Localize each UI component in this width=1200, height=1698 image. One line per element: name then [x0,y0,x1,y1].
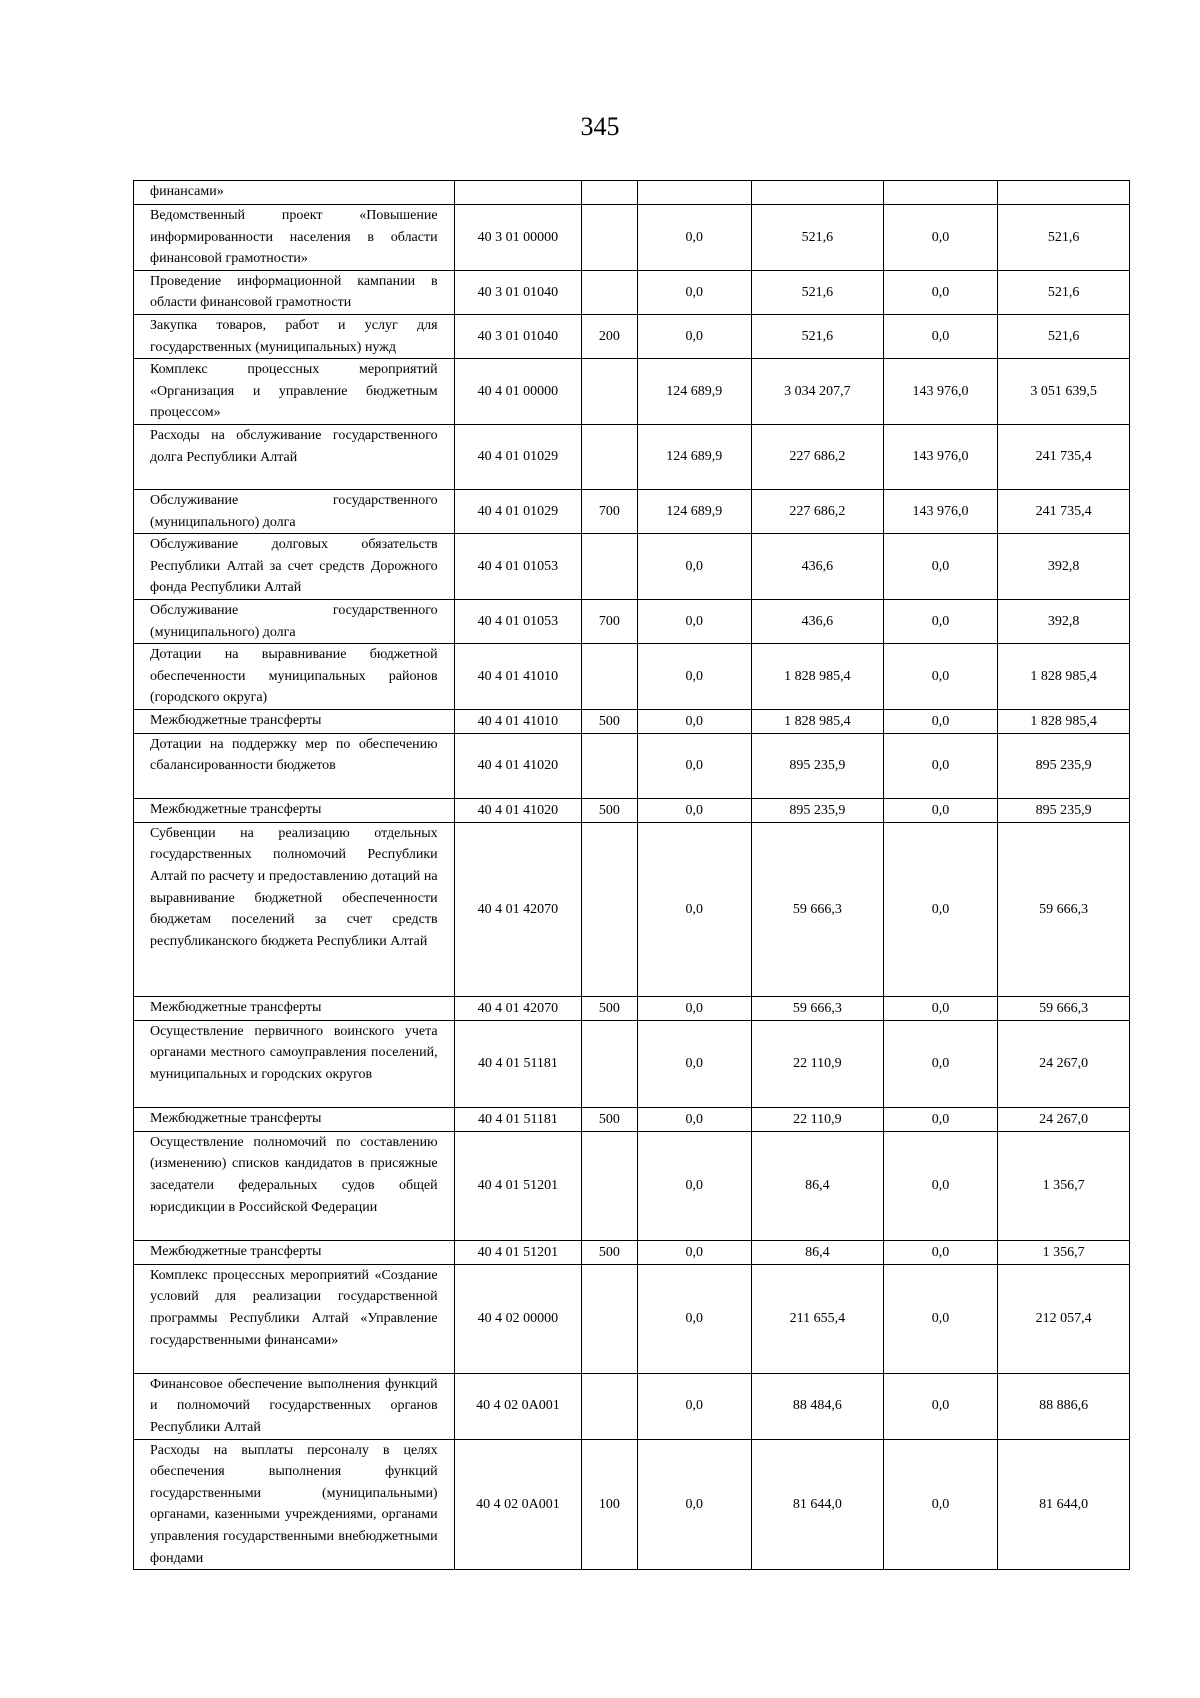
row-value-3: 0,0 [883,798,998,822]
row-value-4: 24 267,0 [998,1107,1130,1131]
row-vr: 500 [582,709,637,733]
row-value-1: 0,0 [637,534,752,600]
row-value-3: 0,0 [883,205,998,271]
row-value-3: 0,0 [883,1264,998,1373]
row-value-3: 0,0 [883,996,998,1020]
row-vr [582,534,637,600]
table-row [134,489,1130,533]
row-value-1: 0,0 [637,798,752,822]
row-value-4: 3 051 639,5 [998,359,1130,425]
row-value-2: 81 644,0 [752,1439,884,1570]
row-value-3 [883,181,998,205]
row-value-1: 0,0 [637,822,752,996]
row-code: 40 4 02 00000 [454,1264,582,1373]
table-row [134,1240,1130,1264]
row-vr: 500 [582,996,637,1020]
row-code: 40 4 01 51181 [454,1107,582,1131]
row-code: 40 4 02 0A001 [454,1439,582,1570]
row-value-2: 86,4 [752,1131,884,1240]
row-name: Субвенции на реализацию отдельных государственных полномочий Республики Алтай по расчету и предоставлению дотаций на выравнивание бюджетной обеспеченности бюджетам поселений за счет средств республиканского бюджета Республики Алтай [134,822,455,996]
row-vr: 700 [582,489,637,533]
row-value-1: 0,0 [637,996,752,1020]
row-name: Обслуживание долговых обязательств Республики Алтай за счет средств Дорожного фонда Республики Алтай [134,534,455,600]
row-value-4: 88 886,6 [998,1373,1130,1439]
row-value-1: 124 689,9 [637,359,752,425]
row-value-3: 0,0 [883,1020,998,1107]
row-value-2: 521,6 [752,270,884,314]
row-vr [582,1020,637,1107]
row-value-3: 0,0 [883,822,998,996]
table-row [134,534,1130,600]
row-value-2: 88 484,6 [752,1373,884,1439]
row-value-1: 0,0 [637,1439,752,1570]
table-row [134,996,1130,1020]
row-value-2: 3 034 207,7 [752,359,884,425]
table-row [134,1020,1130,1107]
row-value-2: 86,4 [752,1240,884,1264]
row-name: Межбюджетные трансферты [134,1240,455,1264]
row-name: Расходы на выплаты персоналу в целях обеспечения выполнения функций государственными (муниципальными) органами, казенными учреждениями, органами управления государственными внебюджетными фондами [134,1439,455,1570]
row-value-4: 392,8 [998,599,1130,643]
row-code [454,181,582,205]
row-value-4: 895 235,9 [998,733,1130,798]
row-value-3: 0,0 [883,1373,998,1439]
row-value-3: 0,0 [883,599,998,643]
row-value-1: 124 689,9 [637,424,752,489]
row-value-3: 0,0 [883,644,998,710]
row-name: Осуществление полномочий по составлению (изменению) списков кандидатов в присяжные заседатели федеральных судов общей юрисдикции в Российской Федерации [134,1131,455,1240]
row-vr [582,1373,637,1439]
row-value-4: 895 235,9 [998,798,1130,822]
row-value-4: 59 666,3 [998,822,1130,996]
table-row [134,644,1130,710]
row-value-4: 241 735,4 [998,489,1130,533]
row-value-2: 521,6 [752,205,884,271]
row-name: Обслуживание государственного (муниципального) долга [134,599,455,643]
row-code: 40 3 01 00000 [454,205,582,271]
row-vr: 100 [582,1439,637,1570]
row-value-3: 0,0 [883,1107,998,1131]
row-vr [582,733,637,798]
row-code: 40 3 01 01040 [454,314,582,358]
row-code: 40 4 01 00000 [454,359,582,425]
row-vr [582,1131,637,1240]
row-value-3: 143 976,0 [883,359,998,425]
row-value-2: 22 110,9 [752,1020,884,1107]
row-name: Ведомственный проект «Повышение информированности населения в области финансовой грамотности» [134,205,455,271]
row-vr [582,205,637,271]
row-value-3: 0,0 [883,1439,998,1570]
table-row [134,181,1130,205]
row-value-4: 241 735,4 [998,424,1130,489]
row-value-1: 0,0 [637,1131,752,1240]
row-value-3: 0,0 [883,314,998,358]
row-vr [582,424,637,489]
row-value-4: 81 644,0 [998,1439,1130,1570]
table-row [134,424,1130,489]
row-name: Межбюджетные трансферты [134,996,455,1020]
table-row [134,270,1130,314]
row-name: Проведение информационной кампании в области финансовой грамотности [134,270,455,314]
row-value-4: 1 356,7 [998,1131,1130,1240]
row-value-1: 0,0 [637,1264,752,1373]
row-value-1: 0,0 [637,270,752,314]
row-value-2: 59 666,3 [752,822,884,996]
row-value-4: 24 267,0 [998,1020,1130,1107]
row-vr [582,270,637,314]
table-row [134,205,1130,271]
row-value-3: 143 976,0 [883,489,998,533]
row-value-2: 211 655,4 [752,1264,884,1373]
row-value-3: 143 976,0 [883,424,998,489]
row-code: 40 4 01 41010 [454,709,582,733]
row-code: 40 4 01 01029 [454,424,582,489]
row-value-1: 0,0 [637,709,752,733]
row-vr [582,822,637,996]
row-code: 40 4 02 0A001 [454,1373,582,1439]
row-name: Обслуживание государственного (муниципального) долга [134,489,455,533]
row-value-1: 0,0 [637,314,752,358]
row-code: 40 4 01 42070 [454,996,582,1020]
row-value-1: 0,0 [637,205,752,271]
row-value-3: 0,0 [883,733,998,798]
row-code: 40 4 01 41010 [454,644,582,710]
row-code: 40 4 01 41020 [454,798,582,822]
row-value-3: 0,0 [883,534,998,600]
row-vr: 500 [582,1107,637,1131]
row-value-2: 1 828 985,4 [752,709,884,733]
row-vr: 500 [582,798,637,822]
table-row [134,709,1130,733]
row-vr [582,1264,637,1373]
row-value-1: 0,0 [637,733,752,798]
row-value-2 [752,181,884,205]
page-number: 345 [580,112,620,141]
table-row [134,314,1130,358]
table-row [134,1264,1130,1373]
row-value-2: 1 828 985,4 [752,644,884,710]
row-value-4: 521,6 [998,205,1130,271]
row-value-4: 1 828 985,4 [998,709,1130,733]
row-code: 40 4 01 41020 [454,733,582,798]
row-value-4 [998,181,1130,205]
table-row [134,1373,1130,1439]
row-vr [582,644,637,710]
row-name: Финансовое обеспечение выполнения функций и полномочий государственных органов Республики Алтай [134,1373,455,1439]
row-code: 40 4 01 01053 [454,599,582,643]
row-name: Расходы на обслуживание государственного долга Республики Алтай [134,424,455,489]
row-name: Межбюджетные трансферты [134,709,455,733]
row-value-2: 227 686,2 [752,489,884,533]
row-value-2: 521,6 [752,314,884,358]
row-value-4: 59 666,3 [998,996,1130,1020]
row-value-3: 0,0 [883,1240,998,1264]
row-value-1 [637,181,752,205]
table-row [134,599,1130,643]
row-code: 40 4 01 51181 [454,1020,582,1107]
table-row [134,733,1130,798]
row-value-4: 1 356,7 [998,1240,1130,1264]
row-name: Комплекс процессных мероприятий «Организация и управление бюджетным процессом» [134,359,455,425]
table-row [134,359,1130,425]
row-vr [582,181,637,205]
row-name: Межбюджетные трансферты [134,1107,455,1131]
row-code: 40 4 01 01029 [454,489,582,533]
row-name: Дотации на поддержку мер по обеспечению сбалансированности бюджетов [134,733,455,798]
row-code: 40 3 01 01040 [454,270,582,314]
row-code: 40 4 01 42070 [454,822,582,996]
table-body [134,181,1130,1570]
row-vr: 700 [582,599,637,643]
row-name: Закупка товаров, работ и услуг для государственных (муниципальных) нужд [134,314,455,358]
row-value-4: 392,8 [998,534,1130,600]
table-row [134,1107,1130,1131]
row-code: 40 4 01 51201 [454,1240,582,1264]
row-code: 40 4 01 51201 [454,1131,582,1240]
row-value-2: 436,6 [752,534,884,600]
table-row [134,1131,1130,1240]
row-value-1: 124 689,9 [637,489,752,533]
row-value-2: 227 686,2 [752,424,884,489]
row-value-2: 436,6 [752,599,884,643]
row-value-4: 212 057,4 [998,1264,1130,1373]
row-value-3: 0,0 [883,270,998,314]
row-vr: 500 [582,1240,637,1264]
row-value-2: 895 235,9 [752,798,884,822]
row-value-1: 0,0 [637,644,752,710]
row-value-3: 0,0 [883,709,998,733]
row-value-1: 0,0 [637,1020,752,1107]
row-value-4: 1 828 985,4 [998,644,1130,710]
row-name: Комплекс процессных мероприятий «Создание условий для реализации государственной программы Республики Алтай «Управление государственными финансами» [134,1264,455,1373]
row-value-1: 0,0 [637,1107,752,1131]
row-value-1: 0,0 [637,1373,752,1439]
row-value-1: 0,0 [637,599,752,643]
row-value-2: 895 235,9 [752,733,884,798]
row-name: Межбюджетные трансферты [134,798,455,822]
row-value-3: 0,0 [883,1131,998,1240]
row-name: финансами» [134,181,455,205]
table-row [134,798,1130,822]
table-row [134,822,1130,996]
budget-table [133,180,1130,1570]
row-value-4: 521,6 [998,314,1130,358]
row-vr: 200 [582,314,637,358]
row-name: Осуществление первичного воинского учета органами местного самоуправления поселений, муниципальных и городских округов [134,1020,455,1107]
row-value-1: 0,0 [637,1240,752,1264]
table-row [134,1439,1130,1570]
row-name: Дотации на выравнивание бюджетной обеспеченности муниципальных районов (городского округа) [134,644,455,710]
row-vr [582,359,637,425]
row-value-2: 22 110,9 [752,1107,884,1131]
row-value-4: 521,6 [998,270,1130,314]
row-value-2: 59 666,3 [752,996,884,1020]
row-code: 40 4 01 01053 [454,534,582,600]
